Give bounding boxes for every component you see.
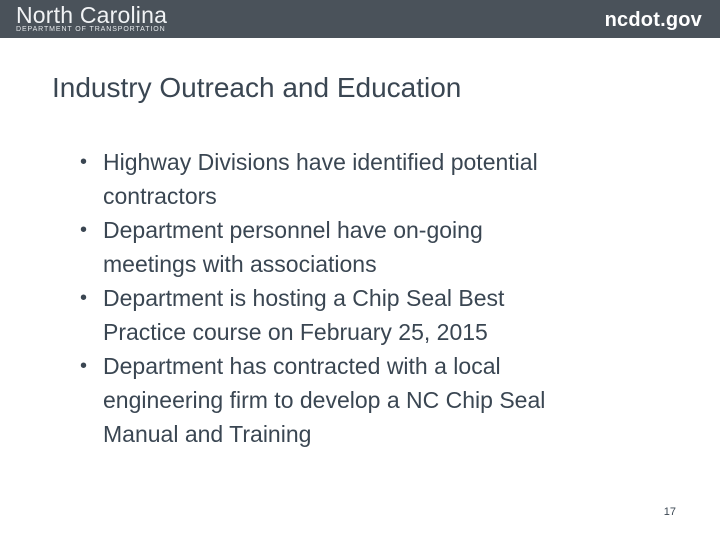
logo-main-text: North Carolina <box>16 2 168 28</box>
header-bar <box>0 0 720 38</box>
bullet-line: Practice course on February 25, 2015 <box>103 319 488 345</box>
bullet-line: Department personnel have on-going <box>103 217 483 243</box>
bullet-list <box>80 145 680 451</box>
bullet-line: engineering firm to develop a NC Chip Seal <box>103 387 546 413</box>
bullet-item <box>80 281 680 349</box>
bullet-icon: • <box>80 287 88 309</box>
ncdot-logo <box>16 3 167 34</box>
bullet-icon: • <box>80 219 88 241</box>
bullet-line: Highway Divisions have identified potential <box>103 149 538 175</box>
bullet-text <box>103 213 483 281</box>
bullet-item <box>80 145 680 213</box>
bullet-text <box>103 281 504 349</box>
bullet-icon: • <box>80 355 88 377</box>
bullet-item <box>80 213 680 281</box>
bullet-item <box>80 349 680 451</box>
bullet-line: Department has contracted with a local <box>103 353 501 379</box>
slide-title: Industry Outreach and Education <box>52 72 462 103</box>
page-number: 17 <box>663 506 676 518</box>
bullet-text <box>103 145 538 213</box>
bullet-line: meetings with associations <box>103 251 377 277</box>
site-url: ncdot.gov <box>604 9 702 31</box>
bullet-line: Department is hosting a Chip Seal Best <box>103 285 505 311</box>
bullet-line: contractors <box>103 183 217 209</box>
bullet-icon: • <box>80 151 88 173</box>
bullet-line: Manual and Training <box>103 421 312 447</box>
logo-sub-text: DEPARTMENT OF TRANSPORTATION <box>16 26 166 33</box>
bullet-text <box>103 349 545 451</box>
